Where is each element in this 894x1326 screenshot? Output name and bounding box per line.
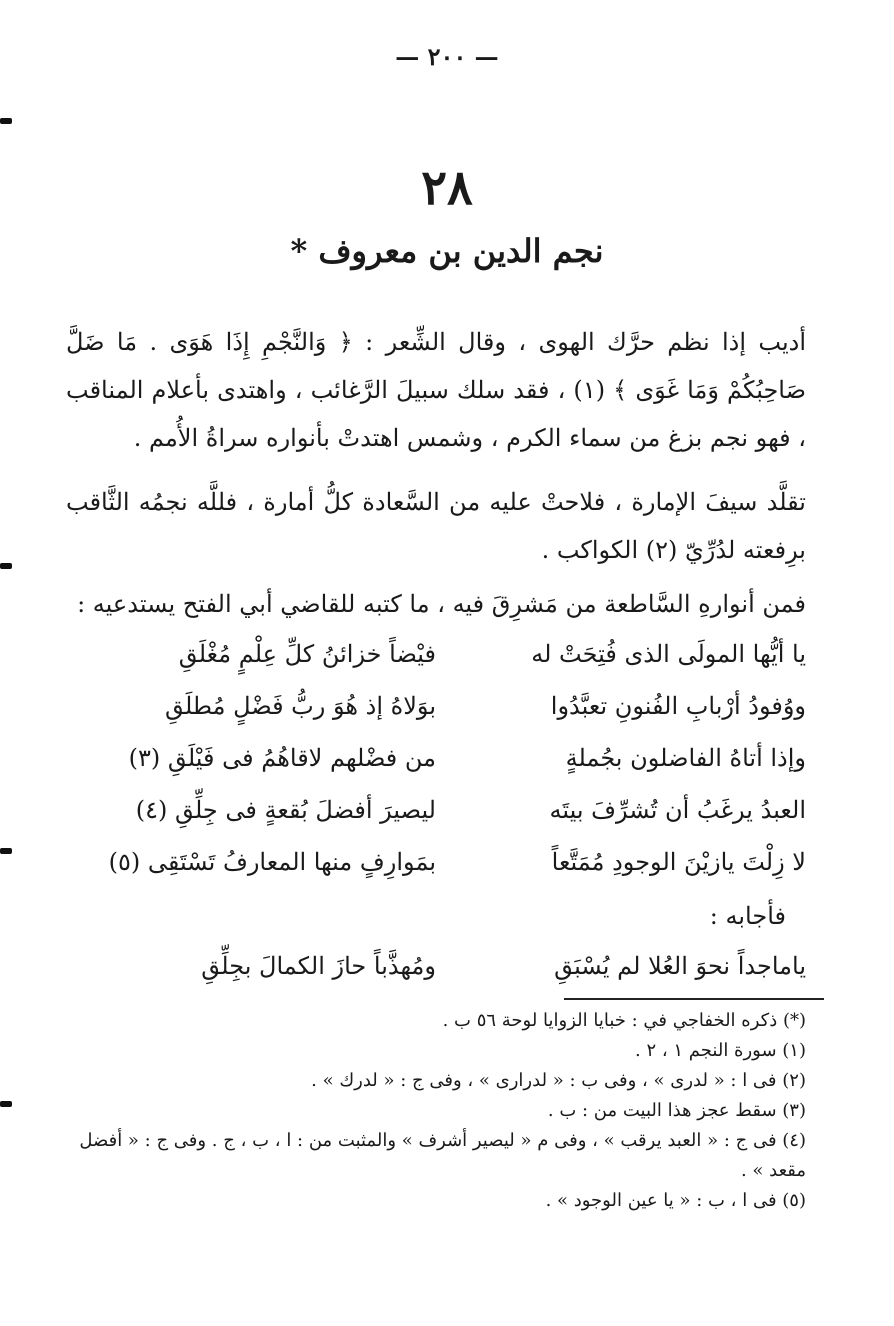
reply-label: فأجابه : (709, 902, 786, 930)
verse-second-hemistich: ومُهذَّباً حازَ الكمالَ بجِلِّقِ (201, 952, 436, 980)
verse-first-hemistich: ووُفودُ أرْبابِ الفُنونِ تعبَّدُوا (550, 692, 806, 720)
page-edge-mark (0, 563, 12, 569)
footnote: (٣) سقط عجز هذا البيت من : ب . (547, 1100, 806, 1121)
footnote-divider (564, 998, 824, 1000)
third-paragraph (66, 580, 806, 628)
paragraph-text: تقلَّد سيفَ الإمارة ، فلاحتْ عليه من السَّعادة كلُّ أمارة ، فللَّه نجمُه الثَّاقب برِفعته لدُرِّيّ (٢) الكواكب . (66, 488, 806, 564)
footnote: (٥) فى ا ، ب : « يا عين الوجود » . (545, 1190, 806, 1211)
second-paragraph (66, 478, 806, 574)
page-edge-mark (0, 1101, 12, 1107)
page-edge-mark (0, 118, 12, 124)
verse-first-hemistich: يا أيُّها المولَى الذى فُتِحَتْ له (531, 640, 806, 668)
verse-first-hemistich: لا زِلْتَ يازيْنَ الوجودِ مُمَتَّعاً (551, 848, 806, 876)
poem-verse (66, 784, 806, 836)
verse-first-hemistich: العبدُ يرغَبُ أن تُشرِّفَ بيتَه (549, 796, 806, 824)
footnote: (٢) فى ا : « لدرى » ، وفى ب : « لدرارى » ، وفى ج : « لدرك » . (311, 1070, 806, 1091)
paragraph-text: أديب إذا نظم حرَّك الهوى ، وقال الشِّعر : ﴿ وَالنَّجْمِ إِذَا هَوَى . مَا ضَلَّ صَاحِبُكُمْ وَمَا غَوَى ﴾ (١) ، فقد سلك سبيلَ الرَّغائب ، واهتدى بأعلام المناقب ، فهو نجم بزغ من سماء الكرم ، وشمس اهتدتْ بأنواره سراةُ الأُمم . (66, 328, 807, 452)
footnote: (١) سورة النجم ١ ، ٢ . (635, 1040, 806, 1061)
verse-second-hemistich: ليصيرَ أفضلَ بُقعةٍ فى جِلِّقِ (٤) (135, 796, 436, 824)
verse-second-hemistich: بمَوارِفٍ منها المعارفُ تَسْتَقِى (٥) (108, 848, 436, 876)
reply-verse (66, 940, 806, 992)
page-number: — ٢٠٠ — (395, 42, 499, 71)
paragraph-text: فمن أنوارهِ السَّاطعة من مَشرِقَ فيه ، ما كتبه للقاضي أبي الفتح يستدعيه : (77, 590, 806, 618)
footnote: (٤) فى ج : « العبد يرقب » ، وفى م « ليصير أشرف » والمثبت من : ا ، ب ، ج . وفى ج : « أفضل مقعد » . (79, 1130, 806, 1181)
section-number: ٢٨ (421, 160, 473, 216)
reply-poem (66, 940, 806, 992)
poem-verse (66, 628, 806, 680)
poem-verse (66, 732, 806, 784)
verse-first-hemistich: ياماجداً نحوَ العُلا لم يُسْبَقِ (554, 952, 806, 980)
poem-verse (66, 836, 806, 888)
verse-first-hemistich: وإذا أتاهُ الفاضلون بجُملةٍ (565, 744, 806, 772)
footnote: (*) ذكره الخفاجي في : خبايا الزوايا لوحة ٥٦ ب . (442, 1010, 806, 1031)
page-edge-mark (0, 848, 12, 854)
poem-verse (66, 680, 806, 732)
verse-second-hemistich: فيْضاً خزائنُ كلِّ عِلْمٍ مُغْلَقِ (178, 640, 436, 668)
verse-second-hemistich: من فضْلهم لاقاهُمُ فى فَيْلَقِ (٣) (128, 744, 436, 772)
footnotes (66, 1006, 806, 1216)
poem (66, 628, 806, 888)
intro-paragraph (66, 318, 806, 462)
biography-title: نجم الدين بن معروف * (290, 232, 604, 270)
verse-second-hemistich: بوَلاهُ إذ هُوَ ربُّ فَضْلٍ مُطلَقِ (164, 692, 436, 720)
